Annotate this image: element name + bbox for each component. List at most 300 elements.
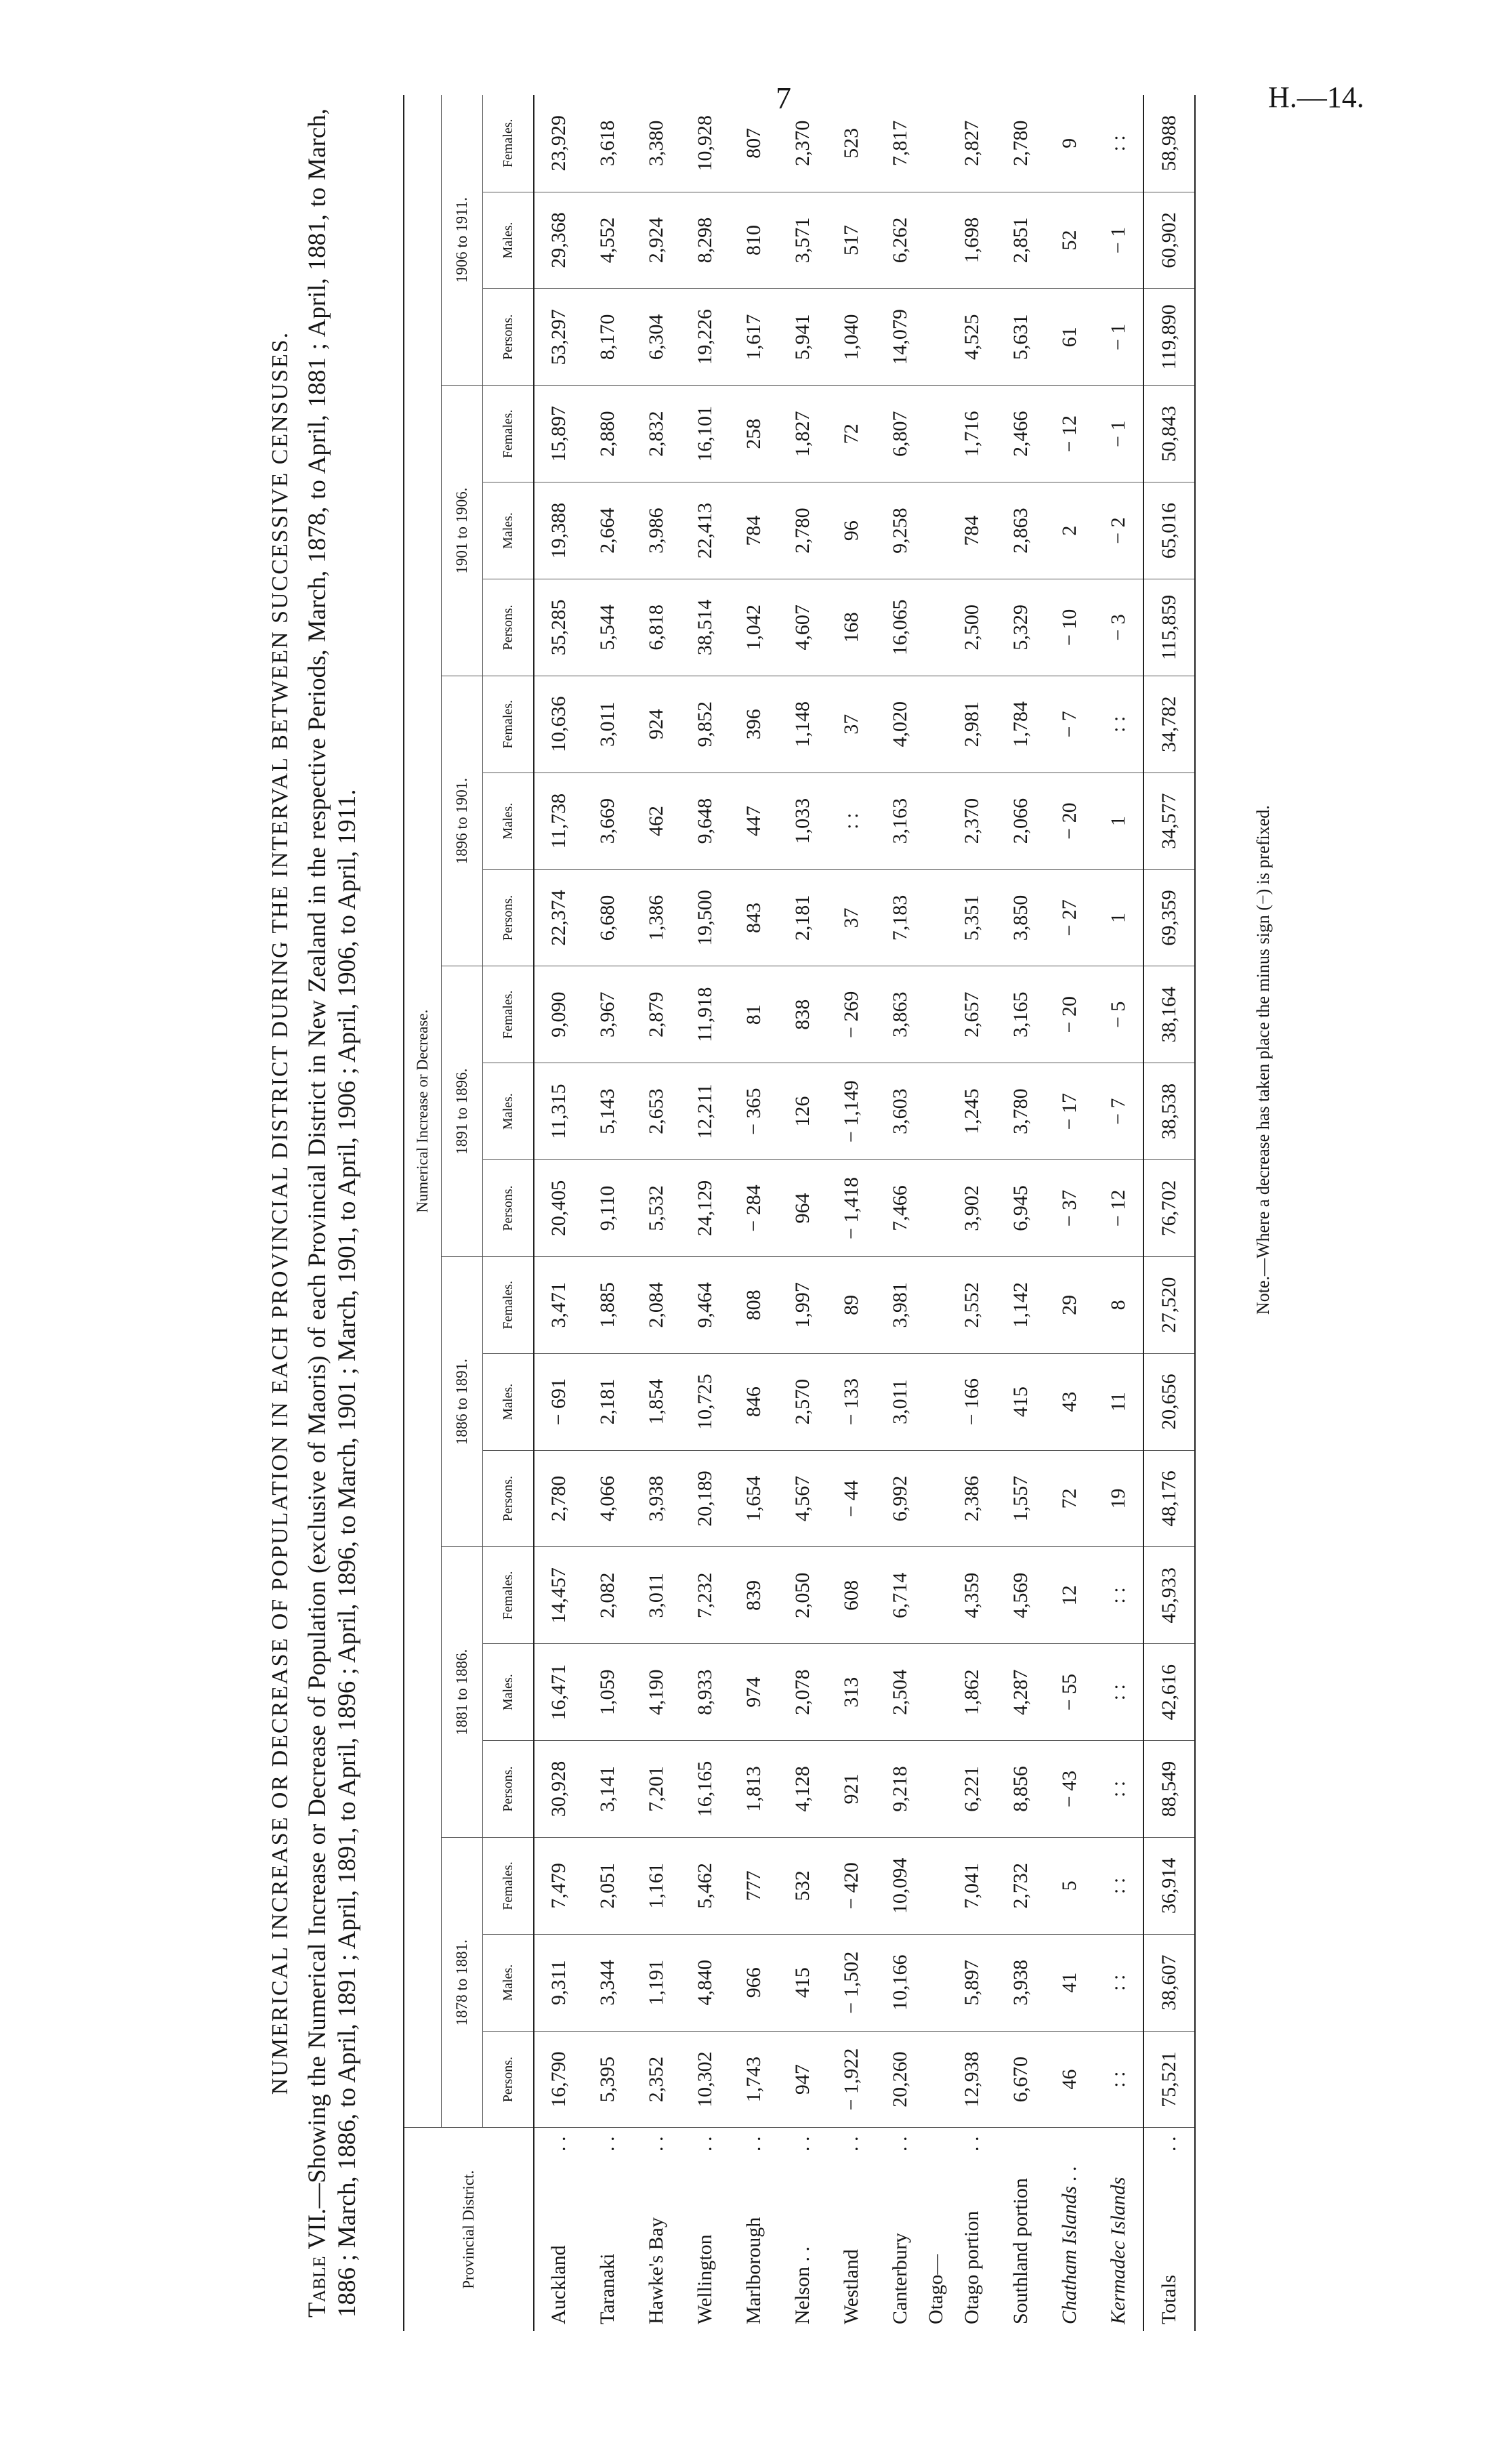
province-name: Auckland — [547, 2245, 570, 2324]
value-cell: 29 — [1045, 1256, 1094, 1353]
value-cell: − 1 — [1094, 192, 1143, 289]
value-cell: 4,066 — [583, 1450, 632, 1547]
value-cell: 3,471 — [534, 1256, 583, 1353]
province-name: Wellington — [694, 2234, 716, 2324]
value-cell: 2,570 — [778, 1353, 827, 1450]
subheader-males: Males. — [483, 773, 534, 869]
value-cell: 20,405 — [534, 1160, 583, 1257]
value-cell: 42,616 — [1143, 1644, 1195, 1741]
value-cell: 3,011 — [876, 1353, 925, 1450]
value-cell: 2,066 — [996, 773, 1045, 869]
value-cell: 447 — [730, 773, 778, 869]
value-cell: 2,370 — [948, 773, 996, 869]
value-cell: 462 — [632, 773, 681, 869]
sheet-reference: H.—14. — [1268, 81, 1364, 114]
table-heading: NUMERICAL INCREASE OR DECREASE OF POPULATION IN EACH PROVINCIAL DISTRICT DURING THE INTERVAL BETWEEN SUCCESSIVE CENSUSES. — [268, 331, 293, 2095]
value-cell: 5,329 — [996, 579, 1045, 676]
value-cell: 22,413 — [681, 482, 730, 579]
value-cell: − 691 — [534, 1353, 583, 1450]
value-cell: − 284 — [730, 1160, 778, 1257]
province-name-cell — [948, 2128, 996, 2331]
value-cell: 3,938 — [996, 1934, 1045, 2031]
value-cell: 3,986 — [632, 482, 681, 579]
value-cell: 7,817 — [876, 95, 925, 192]
value-cell: 5 — [1045, 1837, 1094, 1934]
value-cell: 2,078 — [778, 1644, 827, 1741]
value-cell: 119,890 — [1143, 289, 1195, 386]
value-cell: 784 — [948, 482, 996, 579]
province-name: Totals — [1158, 2275, 1180, 2324]
empty-cell — [925, 1160, 948, 1257]
value-cell: − 1,149 — [827, 1063, 876, 1160]
province-name-cell — [1143, 2128, 1195, 2331]
value-cell: 1,148 — [778, 676, 827, 773]
subheader-males: Males. — [483, 1353, 534, 1450]
value-cell: : : — [1094, 1741, 1143, 1838]
province-name: Nelson . . — [791, 2246, 814, 2324]
value-cell: 807 — [730, 95, 778, 192]
value-cell: 48,176 — [1143, 1450, 1195, 1547]
value-cell: − 7 — [1045, 676, 1094, 773]
value-cell: 3,669 — [583, 773, 632, 869]
value-cell: 523 — [827, 95, 876, 192]
empty-cell — [925, 579, 948, 676]
empty-cell — [925, 1450, 948, 1547]
table-row — [827, 95, 876, 2331]
table-row — [534, 95, 583, 2331]
value-cell: 3,380 — [632, 95, 681, 192]
value-cell: − 27 — [1045, 869, 1094, 966]
value-cell: − 44 — [827, 1450, 876, 1547]
value-cell: 4,552 — [583, 192, 632, 289]
value-cell: 1 — [1094, 773, 1143, 869]
value-cell: 5,395 — [583, 2031, 632, 2128]
value-cell: 10,094 — [876, 1837, 925, 1934]
province-name: Marlborough — [742, 2217, 765, 2324]
value-cell: 4,190 — [632, 1644, 681, 1741]
value-cell: 9,258 — [876, 482, 925, 579]
value-cell: 43 — [1045, 1353, 1094, 1450]
leader-dots: . . — [596, 2136, 618, 2152]
value-cell: 19 — [1094, 1450, 1143, 1547]
leader-dots: . . — [840, 2136, 862, 2152]
leader-dots: . . — [742, 2136, 765, 2152]
value-cell: 11 — [1094, 1353, 1143, 1450]
value-cell: 4,607 — [778, 579, 827, 676]
value-cell: 924 — [632, 676, 681, 773]
value-cell: 7,201 — [632, 1741, 681, 1838]
value-cell: 8,933 — [681, 1644, 730, 1741]
value-cell: 10,725 — [681, 1353, 730, 1450]
value-cell: 4,128 — [778, 1741, 827, 1838]
leader-dots: . . — [1158, 2136, 1180, 2152]
province-name-cell — [827, 2128, 876, 2331]
table-description — [303, 108, 362, 2318]
value-cell: : : — [827, 773, 876, 869]
period-header: 1886 to 1891. — [442, 1256, 483, 1547]
value-cell: 69,359 — [1143, 869, 1195, 966]
value-cell: − 1 — [1094, 386, 1143, 482]
value-cell: : : — [1094, 95, 1143, 192]
value-cell: 75,521 — [1143, 2031, 1195, 2128]
province-name-cell — [1045, 2128, 1094, 2331]
province-name: Taranaki — [596, 2253, 618, 2324]
period-header: 1891 to 1896. — [442, 966, 483, 1257]
value-cell: − 1,922 — [827, 2031, 876, 2128]
table-row — [681, 95, 730, 2331]
province-name-cell — [681, 2128, 730, 2331]
empty-cell — [925, 1063, 948, 1160]
value-cell: 258 — [730, 386, 778, 482]
empty-cell — [925, 676, 948, 773]
value-cell: 46 — [1045, 2031, 1094, 2128]
value-cell: 6,304 — [632, 289, 681, 386]
value-cell: 6,945 — [996, 1160, 1045, 1257]
value-cell: 3,850 — [996, 869, 1045, 966]
value-cell: 3,902 — [948, 1160, 996, 1257]
value-cell: 9,218 — [876, 1741, 925, 1838]
value-cell: 20,260 — [876, 2031, 925, 2128]
value-cell: 947 — [778, 2031, 827, 2128]
value-cell: 10,928 — [681, 95, 730, 192]
province-name-cell — [534, 2128, 583, 2331]
value-cell: : : — [1094, 2031, 1143, 2128]
value-cell: 2,780 — [778, 482, 827, 579]
value-cell: − 12 — [1045, 386, 1094, 482]
value-cell: 3,618 — [583, 95, 632, 192]
value-cell: 4,840 — [681, 1934, 730, 2031]
value-cell: 2,880 — [583, 386, 632, 482]
value-cell: 34,782 — [1143, 676, 1195, 773]
value-cell: 19,388 — [534, 482, 583, 579]
subheader-males: Males. — [483, 1063, 534, 1160]
value-cell: 9,852 — [681, 676, 730, 773]
table-row — [996, 95, 1045, 2331]
value-cell: 7,479 — [534, 1837, 583, 1934]
value-cell: 6,818 — [632, 579, 681, 676]
value-cell: − 55 — [1045, 1644, 1094, 1741]
value-cell: − 3 — [1094, 579, 1143, 676]
value-cell: − 43 — [1045, 1741, 1094, 1838]
value-cell: 5,631 — [996, 289, 1045, 386]
value-cell: 58,988 — [1143, 95, 1195, 192]
value-cell: 72 — [827, 386, 876, 482]
value-cell: 9,090 — [534, 966, 583, 1063]
value-cell: : : — [1094, 1644, 1143, 1741]
value-cell: 1 — [1094, 869, 1143, 966]
value-cell: 5,143 — [583, 1063, 632, 1160]
value-cell: 2,370 — [778, 95, 827, 192]
empty-cell — [925, 1934, 948, 2031]
empty-cell — [925, 773, 948, 869]
value-cell: 2,181 — [778, 869, 827, 966]
value-cell: 5,941 — [778, 289, 827, 386]
subheader-females: Females. — [483, 1837, 534, 1934]
rotated-table-frame — [268, 95, 1419, 2331]
province-name-cell — [876, 2128, 925, 2331]
value-cell: 1,059 — [583, 1644, 632, 1741]
value-cell: 37 — [827, 676, 876, 773]
value-cell: 6,992 — [876, 1450, 925, 1547]
province-name-cell — [1094, 2128, 1143, 2331]
value-cell: 2,851 — [996, 192, 1045, 289]
empty-cell — [925, 1256, 948, 1353]
period-header: 1878 to 1881. — [442, 1837, 483, 2128]
period-header: 1881 to 1886. — [442, 1547, 483, 1838]
value-cell: 6,680 — [583, 869, 632, 966]
value-cell: 1,033 — [778, 773, 827, 869]
value-cell: 1,813 — [730, 1741, 778, 1838]
value-cell: 2,827 — [948, 95, 996, 192]
subheader-males: Males. — [483, 1934, 534, 2031]
value-cell: 6,807 — [876, 386, 925, 482]
subheader-females: Females. — [483, 386, 534, 482]
leader-dots: . . — [889, 2136, 911, 2152]
empty-cell — [925, 192, 948, 289]
value-cell: 1,617 — [730, 289, 778, 386]
value-cell: − 2 — [1094, 482, 1143, 579]
value-cell: − 420 — [827, 1837, 876, 1934]
value-cell: 3,967 — [583, 966, 632, 1063]
province-name-cell — [583, 2128, 632, 2331]
value-cell: 10,166 — [876, 1934, 925, 2031]
value-cell: 96 — [827, 482, 876, 579]
value-cell: 16,165 — [681, 1741, 730, 1838]
province-name: Southland portion — [1009, 2178, 1032, 2324]
value-cell: : : — [1094, 1837, 1143, 1934]
value-cell: − 20 — [1045, 966, 1094, 1063]
province-name: Westland — [840, 2249, 862, 2324]
subheader-persons: Persons. — [483, 289, 534, 386]
value-cell: 4,567 — [778, 1450, 827, 1547]
value-cell: 9,311 — [534, 1934, 583, 2031]
value-cell: 53,297 — [534, 289, 583, 386]
value-cell: 2,981 — [948, 676, 996, 773]
province-name-cell — [632, 2128, 681, 2331]
value-cell: 6,714 — [876, 1547, 925, 1644]
value-cell: 45,933 — [1143, 1547, 1195, 1644]
value-cell: 16,101 — [681, 386, 730, 482]
value-cell: 966 — [730, 1934, 778, 2031]
value-cell: 8,856 — [996, 1741, 1045, 1838]
value-cell: 2,082 — [583, 1547, 632, 1644]
table-row — [778, 95, 827, 2331]
value-cell: 415 — [778, 1934, 827, 2031]
value-cell: 2,084 — [632, 1256, 681, 1353]
province-name: Chatham Islands . . — [1058, 2165, 1080, 2324]
empty-cell — [925, 2031, 948, 2128]
value-cell: 1,245 — [948, 1063, 996, 1160]
value-cell: − 365 — [730, 1063, 778, 1160]
value-cell: 8 — [1094, 1256, 1143, 1353]
value-cell: 29,368 — [534, 192, 583, 289]
value-cell: 35,285 — [534, 579, 583, 676]
value-cell: − 1 — [1094, 289, 1143, 386]
province-name: Canterbury — [889, 2233, 911, 2324]
value-cell: − 10 — [1045, 579, 1094, 676]
value-cell: 3,141 — [583, 1741, 632, 1838]
value-cell: 921 — [827, 1741, 876, 1838]
value-cell: − 7 — [1094, 1063, 1143, 1160]
value-cell: 2,352 — [632, 2031, 681, 2128]
value-cell: 2,664 — [583, 482, 632, 579]
value-cell: 2,657 — [948, 966, 996, 1063]
value-cell: 7,232 — [681, 1547, 730, 1644]
value-cell: 396 — [730, 676, 778, 773]
value-cell: 1,698 — [948, 192, 996, 289]
value-cell: 1,854 — [632, 1353, 681, 1450]
value-cell: 3,603 — [876, 1063, 925, 1160]
value-cell: 19,226 — [681, 289, 730, 386]
value-cell: 517 — [827, 192, 876, 289]
value-cell: 15,897 — [534, 386, 583, 482]
value-cell: 61 — [1045, 289, 1094, 386]
value-cell: 2 — [1045, 482, 1094, 579]
value-cell: − 37 — [1045, 1160, 1094, 1257]
value-cell: 2,924 — [632, 192, 681, 289]
value-cell: 2,832 — [632, 386, 681, 482]
value-cell: 2,386 — [948, 1450, 996, 1547]
value-cell: 34,577 — [1143, 773, 1195, 869]
value-cell: − 5 — [1094, 966, 1143, 1063]
value-cell: 4,359 — [948, 1547, 996, 1644]
subheader-females: Females. — [483, 966, 534, 1063]
value-cell: 38,164 — [1143, 966, 1195, 1063]
value-cell: 2,050 — [778, 1547, 827, 1644]
otago-group-label: Otago— — [925, 2254, 947, 2324]
leader-dots: . . — [961, 2136, 983, 2152]
value-cell: 5,897 — [948, 1934, 996, 2031]
value-cell: 2,504 — [876, 1644, 925, 1741]
value-cell: : : — [1094, 1934, 1143, 2031]
value-cell: 10,302 — [681, 2031, 730, 2128]
value-cell: 974 — [730, 1644, 778, 1741]
value-cell: 1,885 — [583, 1256, 632, 1353]
value-cell: 3,344 — [583, 1934, 632, 2031]
value-cell: 2,500 — [948, 579, 996, 676]
value-cell: 415 — [996, 1353, 1045, 1450]
subheader-persons: Persons. — [483, 2031, 534, 2128]
province-name: Kermadec Islands — [1107, 2177, 1129, 2324]
value-cell: 2,879 — [632, 966, 681, 1063]
value-cell: 2,863 — [996, 482, 1045, 579]
value-cell: − 12 — [1094, 1160, 1143, 1257]
value-cell: 1,191 — [632, 1934, 681, 2031]
value-cell: 3,780 — [996, 1063, 1045, 1160]
value-cell: 1,040 — [827, 289, 876, 386]
subheader-females: Females. — [483, 676, 534, 773]
value-cell: 2,780 — [996, 95, 1045, 192]
value-cell: 52 — [1045, 192, 1094, 289]
leader-dots: . . — [547, 2136, 570, 2152]
province-name-cell — [996, 2128, 1045, 2331]
province-name-cell — [730, 2128, 778, 2331]
subheader-persons: Persons. — [483, 1450, 534, 1547]
empty-cell — [925, 1644, 948, 1741]
value-cell: 22,374 — [534, 869, 583, 966]
period-header: 1896 to 1901. — [442, 676, 483, 966]
value-cell: 5,462 — [681, 1837, 730, 1934]
empty-cell — [925, 1353, 948, 1450]
empty-cell — [925, 1547, 948, 1644]
value-cell: 838 — [778, 966, 827, 1063]
value-cell: 5,532 — [632, 1160, 681, 1257]
value-cell: 810 — [730, 192, 778, 289]
empty-cell — [925, 966, 948, 1063]
table-row — [632, 95, 681, 2331]
table-row — [948, 95, 996, 2331]
population-table — [403, 95, 1196, 2331]
value-cell: 81 — [730, 966, 778, 1063]
totals-row — [1143, 95, 1195, 2331]
value-cell: 1,827 — [778, 386, 827, 482]
value-cell: 3,938 — [632, 1450, 681, 1547]
value-cell: 777 — [730, 1837, 778, 1934]
value-cell: 12 — [1045, 1547, 1094, 1644]
value-cell: 8,298 — [681, 192, 730, 289]
empty-cell — [925, 1837, 948, 1934]
value-cell: 1,862 — [948, 1644, 996, 1741]
province-column-header: Provincial District. — [404, 2128, 534, 2331]
value-cell: 3,011 — [583, 676, 632, 773]
value-cell: 846 — [730, 1353, 778, 1450]
table-row — [583, 95, 632, 2331]
value-cell: − 166 — [948, 1353, 996, 1450]
empty-cell — [925, 95, 948, 192]
leader-dots: . . — [645, 2136, 667, 2152]
value-cell: 23,929 — [534, 95, 583, 192]
value-cell: − 17 — [1045, 1063, 1094, 1160]
value-cell: 2,051 — [583, 1837, 632, 1934]
value-cell: 784 — [730, 482, 778, 579]
value-cell: 4,569 — [996, 1547, 1045, 1644]
subheader-persons: Persons. — [483, 579, 534, 676]
value-cell: 4,287 — [996, 1644, 1045, 1741]
leader-dots: . . — [694, 2136, 716, 2152]
value-cell: 6,221 — [948, 1741, 996, 1838]
value-cell: 30,928 — [534, 1741, 583, 1838]
table-header — [404, 95, 534, 2331]
value-cell: − 133 — [827, 1353, 876, 1450]
value-cell: 532 — [778, 1837, 827, 1934]
table-row — [1094, 95, 1143, 2331]
value-cell: 839 — [730, 1547, 778, 1644]
value-cell: 20,656 — [1143, 1353, 1195, 1450]
value-cell: 11,918 — [681, 966, 730, 1063]
value-cell: 3,165 — [996, 966, 1045, 1063]
value-cell: 37 — [827, 869, 876, 966]
value-cell: 3,863 — [876, 966, 925, 1063]
value-cell: 1,161 — [632, 1837, 681, 1934]
value-cell: 88,549 — [1143, 1741, 1195, 1838]
value-cell: 76,702 — [1143, 1160, 1195, 1257]
value-cell: 7,183 — [876, 869, 925, 966]
value-cell: 1,557 — [996, 1450, 1045, 1547]
value-cell: 72 — [1045, 1450, 1094, 1547]
subheader-females: Females. — [483, 1547, 534, 1644]
subheader-females: Females. — [483, 95, 534, 192]
value-cell: 2,466 — [996, 386, 1045, 482]
value-cell: : : — [1094, 1547, 1143, 1644]
value-cell: 115,859 — [1143, 579, 1195, 676]
subheader-persons: Persons. — [483, 1160, 534, 1257]
value-cell: 168 — [827, 579, 876, 676]
province-name-cell — [778, 2128, 827, 2331]
value-cell: 2,732 — [996, 1837, 1045, 1934]
value-cell: 6,262 — [876, 192, 925, 289]
value-cell: − 1,418 — [827, 1160, 876, 1257]
empty-cell — [925, 386, 948, 482]
